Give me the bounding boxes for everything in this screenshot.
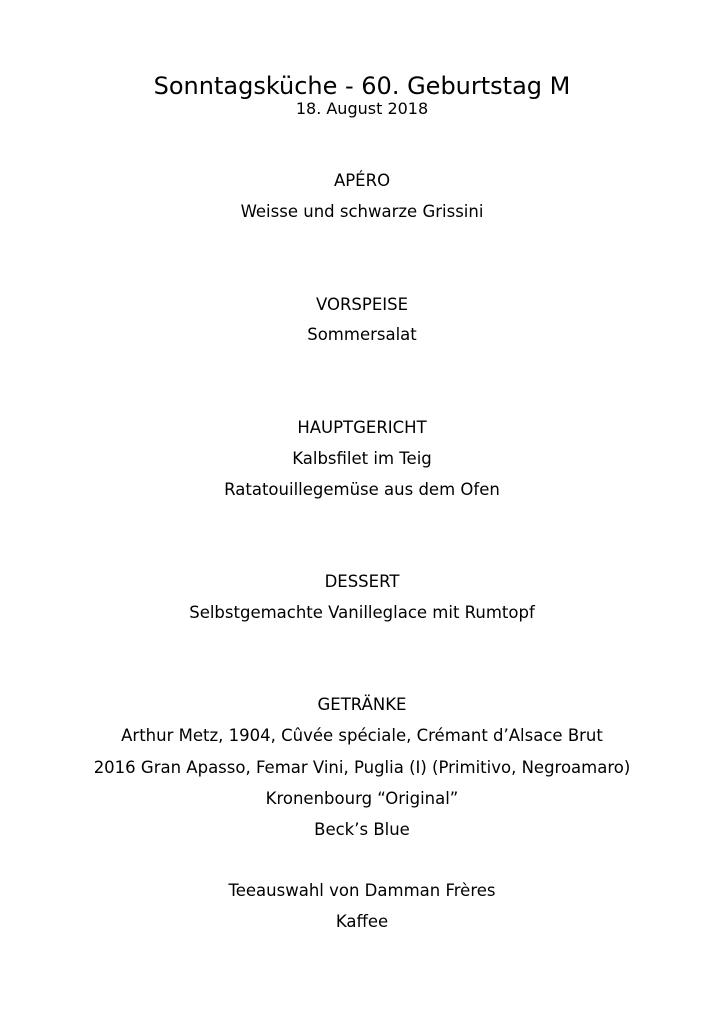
menu-item: Kronenbourg “Original” [265,789,459,808]
section-heading-hauptgericht: HAUPTGERICHT [297,418,427,437]
section-heading-getraenke: GETRÄNKE [317,695,407,714]
menu-extra-item: Teeauswahl von Damman Frères [228,881,496,900]
menu-item: Sommersalat [307,325,417,344]
menu-item: Ratatouillegemüse aus dem Ofen [224,480,500,499]
menu-item: Weisse und schwarze Grissini [240,202,484,221]
section-heading-apero: APÉRO [333,171,391,190]
menu-date: 18. August 2018 [295,99,429,118]
section-heading-dessert: DESSERT [324,572,400,591]
menu-item: Selbstgemachte Vanilleglace mit Rumtopf [189,603,535,622]
menu-item: Kalbsfilet im Teig [292,449,432,468]
section-heading-vorspeise: VORSPEISE [315,295,409,314]
menu-item: Beck’s Blue [314,820,410,839]
menu-title: Sonntagsküche - 60. Geburtstag M [153,72,571,100]
menu-extra-item: Kaffee [335,912,389,931]
menu-item: 2016 Gran Apasso, Femar Vini, Puglia (I) (Primitivo, Negroamaro) [93,758,631,777]
menu-item: Arthur Metz, 1904, Cûvée spéciale, Crémant d’Alsace Brut [121,726,603,745]
